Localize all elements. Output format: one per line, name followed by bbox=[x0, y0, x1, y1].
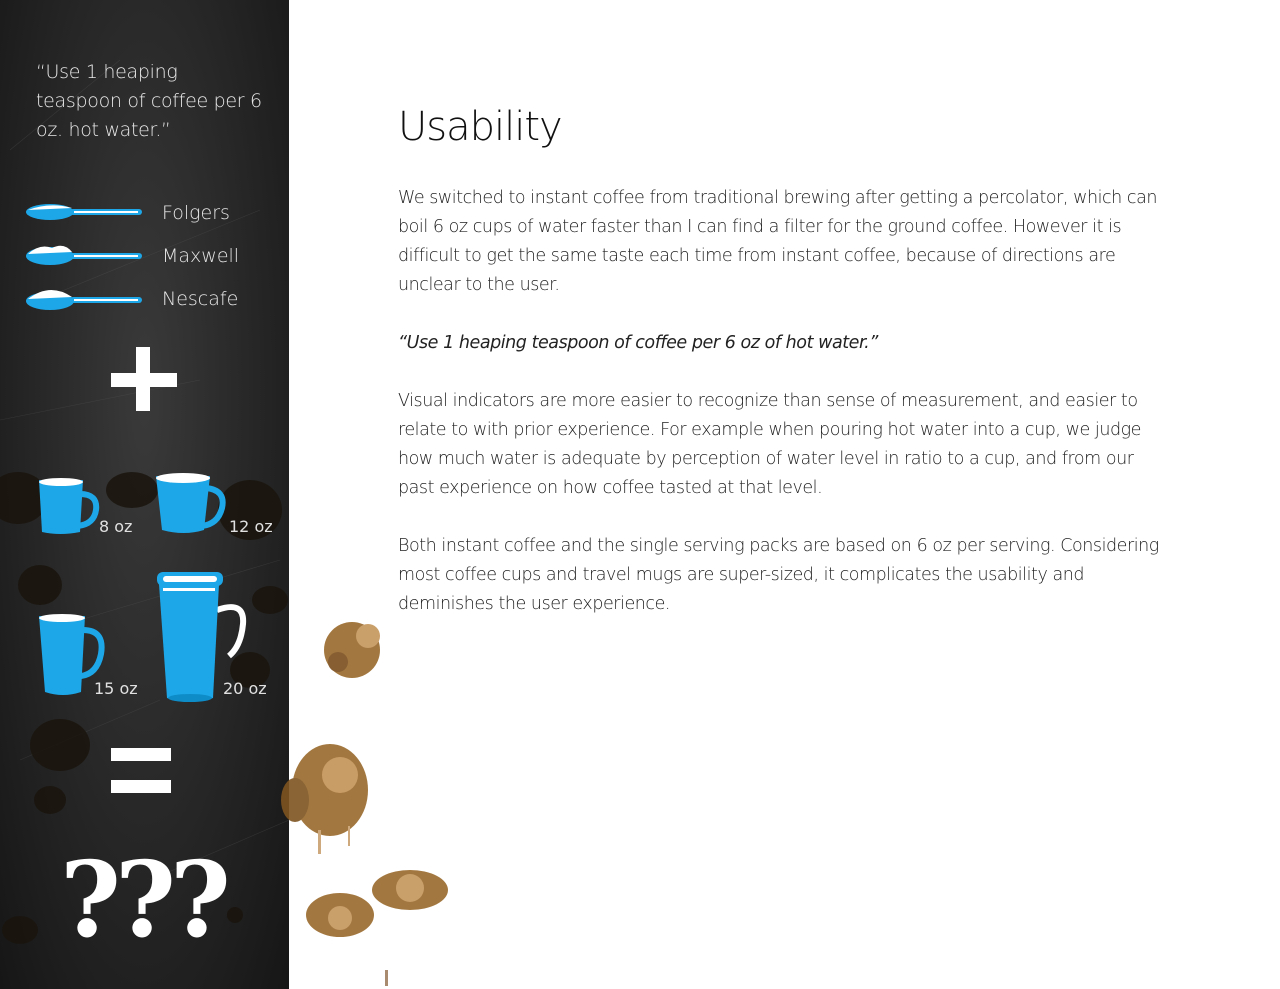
sidebar-quote: “Use 1 heaping teaspoon of coffee per 6 oz. hot water.” bbox=[36, 61, 262, 141]
sidebar-panel bbox=[0, 0, 289, 989]
spoon-icon bbox=[26, 243, 146, 273]
mug-icon bbox=[36, 476, 102, 538]
mug-icon bbox=[154, 470, 228, 536]
spoon-icon bbox=[26, 200, 146, 230]
plus-icon bbox=[108, 345, 180, 415]
paragraph-intro: We switched to instant coffee from traditional brewing after getting a percolator, which can boil 6 oz cups of water faster than I can find a filter for the ground coffee. However it is difficult to get the same taste each time from instant coffee, because of directions are unclear to the user. bbox=[398, 188, 1158, 295]
unknown-result-marks: ??? bbox=[60, 838, 225, 961]
cup-size-label: 12 oz bbox=[229, 517, 273, 536]
cup-size-label: 8 oz bbox=[99, 517, 133, 536]
cup-size-label: 20 oz bbox=[223, 679, 267, 698]
paragraph-quote: “Use 1 heaping teaspoon of coffee per 6 oz of hot water.” bbox=[398, 333, 878, 353]
paragraph-serving-size: Both instant coffee and the single serving packs are based on 6 oz per serving. Considering most coffee cups and travel mugs are super-sized, it complicates the usability and deminishes the user experience. bbox=[398, 536, 1159, 614]
paragraph-visual-indicators: Visual indicators are more easier to recognize than sense of measurement, and easier to relate to with prior experience. For example when pouring hot water into a cup, we judge how much water is adequate by perception of water level in ratio to a cup, and from our past experience on how coffee tasted at that level. bbox=[398, 391, 1141, 498]
spoon-icon bbox=[26, 286, 146, 316]
brand-label: Nescafe bbox=[162, 288, 239, 310]
brand-label: Maxwell bbox=[162, 245, 240, 267]
brand-label: Folgers bbox=[162, 202, 230, 224]
main-content bbox=[398, 100, 1168, 648]
brand-row-nescafe bbox=[26, 286, 276, 316]
cup-size-label: 15 oz bbox=[94, 679, 138, 698]
brand-row-folgers bbox=[26, 200, 276, 230]
brand-row-maxwell bbox=[26, 243, 276, 273]
page-title: Usability bbox=[398, 104, 562, 150]
equals-icon bbox=[108, 746, 174, 798]
